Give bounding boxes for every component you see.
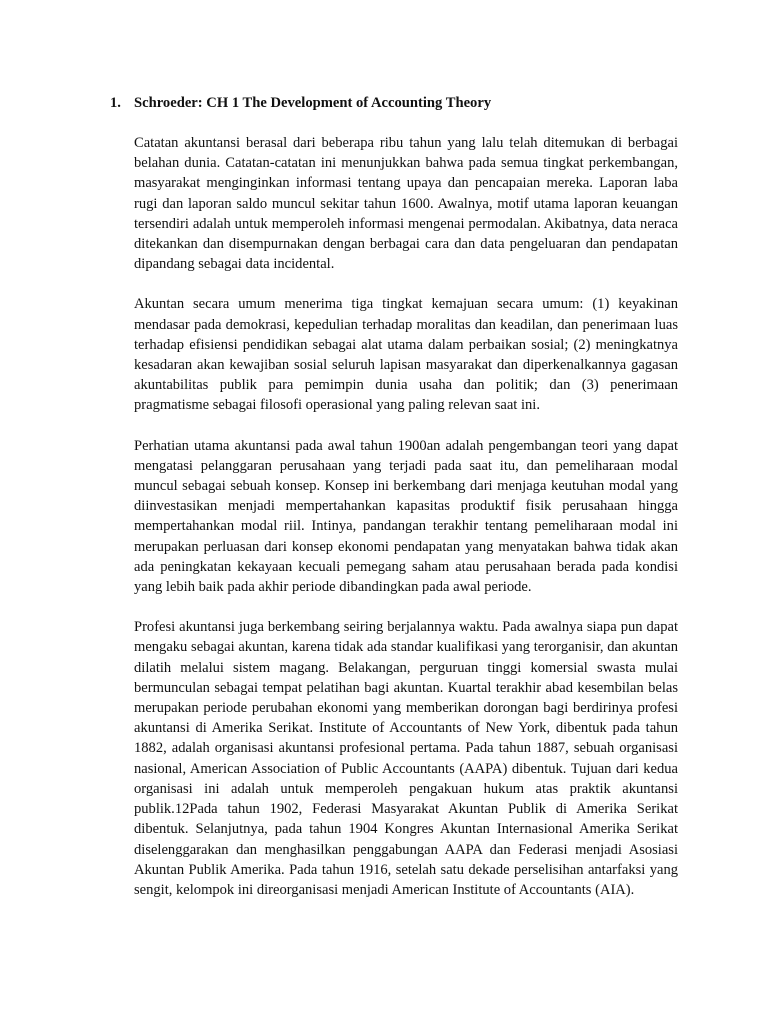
paragraph-2: Akuntan secara umum menerima tiga tingkat kemajuan secara umum: (1) keyakinan mendasar pada demokrasi, kepedulian terhadap moralitas dan keadilan, dan penerimaan luas terhadap efisiensi pendidikan sebagai alat utama dalam perbaikan sosial; (2) meningkatnya kesadaran akan kewajiban sosial seluruh lapisan masyarakat dan diperkenalkannya gagasan akuntabilitas publik para pemimpin dunia usaha dan politik; dan (3) penerimaan pragmatisme sebagai filosofi operasional yang paling relevan saat ini. <box>134 296 678 414</box>
section-heading <box>110 93 670 113</box>
section-title: Schroeder: CH 1 The Development of Accounting Theory <box>134 95 492 111</box>
paragraph-1: Catatan akuntansi berasal dari beberapa ribu tahun yang lalu telah ditemukan di berbagai belahan dunia. Catatan-catatan ini menunjukkan bahwa pada semua tingkat perkembangan, masyarakat menginginkan informasi tentang upaya dan pencapaian mereka. Laporan laba rugi dan laporan saldo muncul sekitar tahun 1600. Awalnya, motif utama laporan keuangan tersendiri adalah untuk memperoleh informasi mengenai permodalan. Akibatnya, data neraca ditekankan dan disempurnakan dengan berbagai cara dan data pengeluaran dan pendapatan dipandang sebagai data incidental. <box>134 135 678 273</box>
section-number: 1. <box>110 95 121 111</box>
paragraph-3: Perhatian utama akuntansi pada awal tahun 1900an adalah pengembangan teori yang dapat mengatasi pelanggaran perusahaan yang terjadi pada saat itu, dan pemeliharaan modal muncul sebagai sebuah konsep. Konsep ini berkembang dari menjaga keutuhan modal yang diinvestasikan menjadi mempertahankan kapasitas produktif fisik perusahaan hingga mempertahankan modal riil. Intinya, pandangan terakhir tentang pemeliharaan modal ini merupakan perluasan dari konsep ekonomi pendapatan yang menyatakan bahwa tidak akan ada peningkatan kekayaan kecuali pemegang saham atau perusahaan berada pada kondisi yang lebih baik pada akhir periode dibandingkan pada awal periode. <box>134 437 678 596</box>
paragraph-4: Profesi akuntansi juga berkembang seiring berjalannya waktu. Pada awalnya siapa pun dapat mengaku sebagai akuntan, karena tidak ada standar kualifikasi yang terorganisir, dan akuntan dilatih melalui sistem magang. Belakangan, perguruan tinggi komersial swasta mulai bermunculan sebagai tempat pelatihan bagi akuntan. Kuartal terakhir abad kesembilan belas merupakan periode perubahan ekonomi yang memberikan dorongan bagi berdirinya profesi akuntansi di Amerika Serikat. Institute of Accountants of New York, dibentuk pada tahun 1882, adalah organisasi akuntansi profesional pertama. Pada tahun 1887, sebuah organisasi nasional, American Association of Public Accountants (AAPA) dibentuk. Tujuan dari kedua organisasi ini adalah untuk memperoleh pengakuan hukum atas praktik akuntansi publik.12Pada tahun 1902, Federasi Masyarakat Akuntan Publik di Amerika Serikat dibentuk. Selanjutnya, pada tahun 1904 Kongres Akuntan Internasional Amerika Serikat diselenggarakan dan menghasilkan penggabungan AAPA dan Federasi menjadi Asosiasi Akuntan Publik Amerika. Pada tahun 1916, setelah satu dekade perselisihan antarfaksi yang sengit, kelompok ini direorganisasi menjadi American Institute of Accountants (AIA). <box>134 619 678 898</box>
section-body <box>134 133 678 920</box>
